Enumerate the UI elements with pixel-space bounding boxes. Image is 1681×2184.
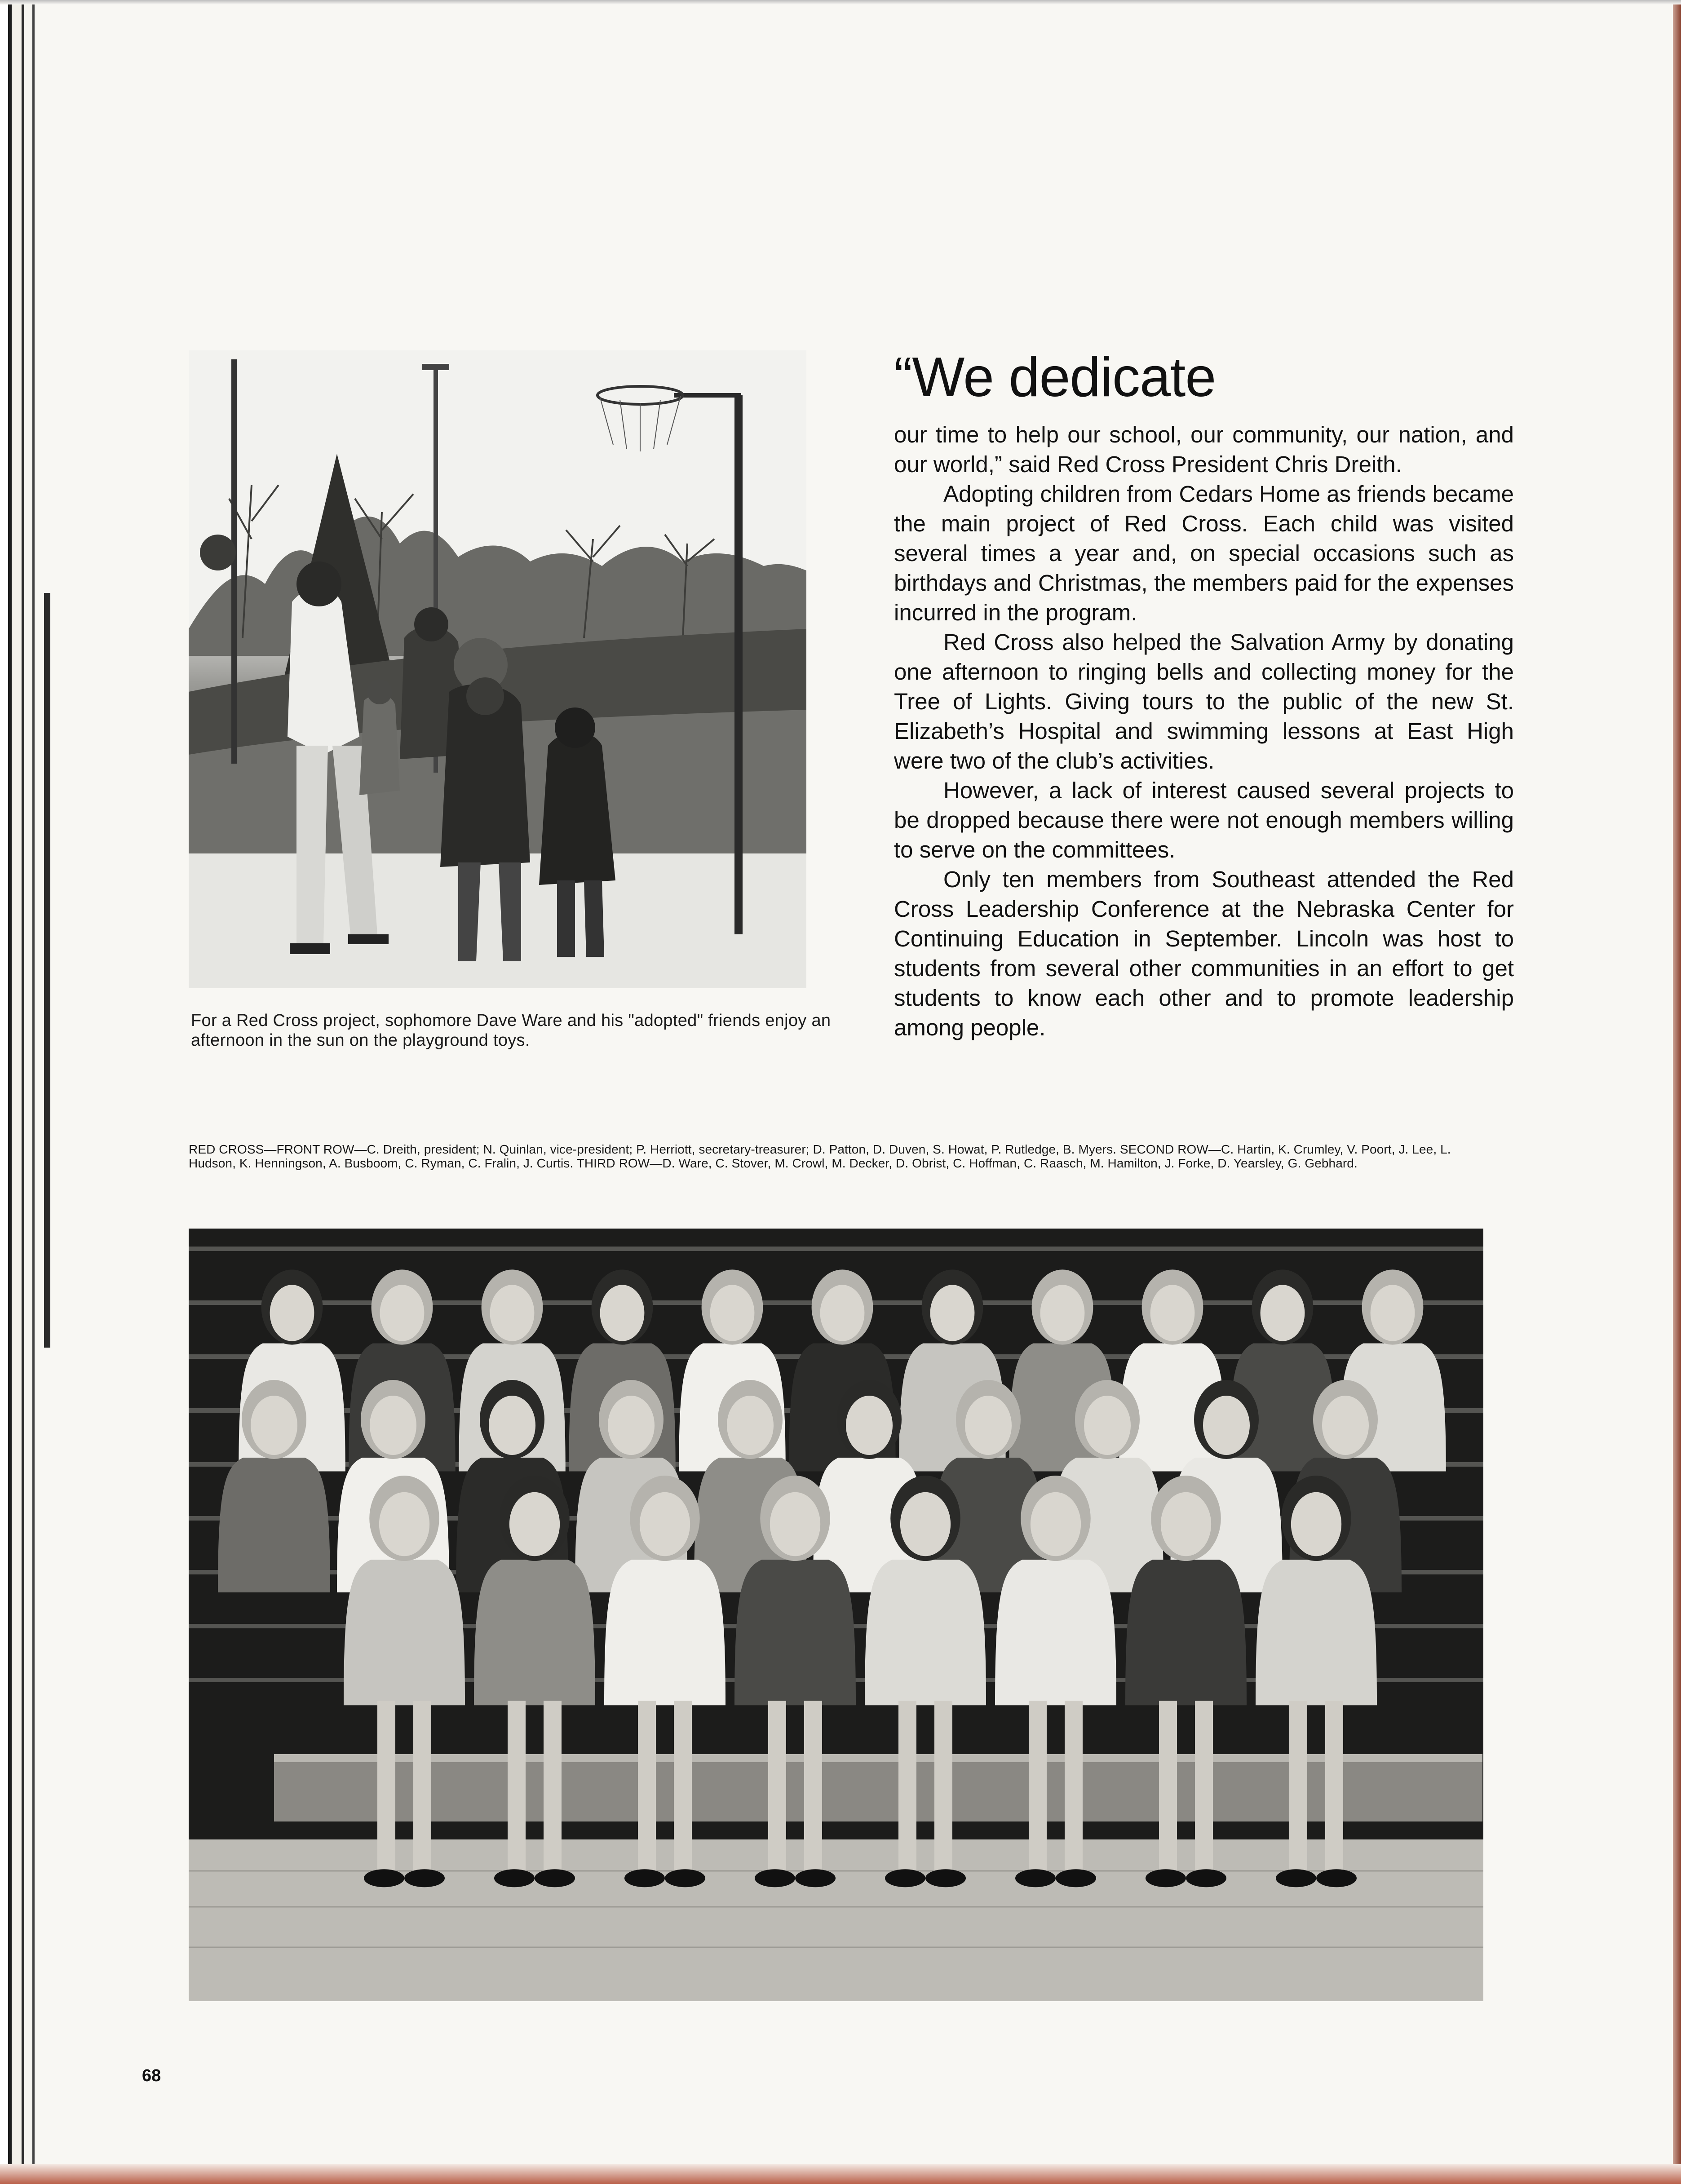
article-headline: “We dedicate: [894, 346, 1216, 408]
group-roster-caption: RED CROSS—FRONT ROW—C. Dreith, president; N. Quinlan, vice-president; P. Herriott, secretary-treasurer; D. Patton, D. Duven, S. Howat, P. Rutledge, B. Myers. SECOND ROW—C. Hartin, K. Crumley, V. Poort, J. Lee, L. Hudson, K. Henningson, A. Busboom, C. Ryman, C. Fralin, J. Curtis. THIRD ROW—D. Ware, C. Stover, M. Crowl, M. Decker, D. Obrist, C. Hoffman, C. Raasch, M. Hamilton, J. Forke, D. Yearsley, G. Gebhard.: [189, 1142, 1451, 1170]
article-paragraph-1: our time to help our school, our community, our nation, and our world,” said Red Cross President Chris Dreith.: [894, 422, 1514, 477]
page-number: 68: [142, 2066, 161, 2085]
binding-tab: [44, 593, 50, 1348]
article-paragraph-4: However, a lack of interest caused several projects to be dropped because there were not enough members willing to serve on the committees.: [894, 778, 1514, 862]
article-paragraph-5: Only ten members from Southeast attended the Red Cross Leadership Conference at the Nebraska Center for Continuing Education in September. Lincoln was host to students from several other communities in an effort to get students to know each other and to promote leadership among people.: [894, 867, 1514, 1040]
page-top-edge: [0, 0, 1681, 4]
playground-photo-image: [189, 350, 806, 988]
article-paragraph-2: Adopting children from Cedars Home as friends became the main project of Red Cross. Each child was visited several times a year and, on special occasions such as birthdays and Christmas, the members paid for the expenses incurred in the program.: [894, 481, 1514, 625]
page-right-edge: [1673, 0, 1681, 2184]
page-bottom-edge: [0, 2164, 1681, 2184]
group-photo: [189, 1229, 1483, 2001]
article-paragraph-3: Red Cross also helped the Salvation Army by donating one afternoon to ringing bells and collecting money for the Tree of Lights. Giving tours to the public of the new St. Elizabeth’s Hospital and swimming lessons at East High were two of the club’s activities.: [894, 629, 1514, 774]
article-body: [894, 420, 1514, 1043]
group-photo-image: [189, 1229, 1483, 2001]
photo-caption: For a Red Cross project, sophomore Dave Ware and his "adopted" friends enjoy an afternoon in the sun on the playground toys.: [191, 1011, 831, 1050]
playground-photo: [189, 350, 806, 988]
